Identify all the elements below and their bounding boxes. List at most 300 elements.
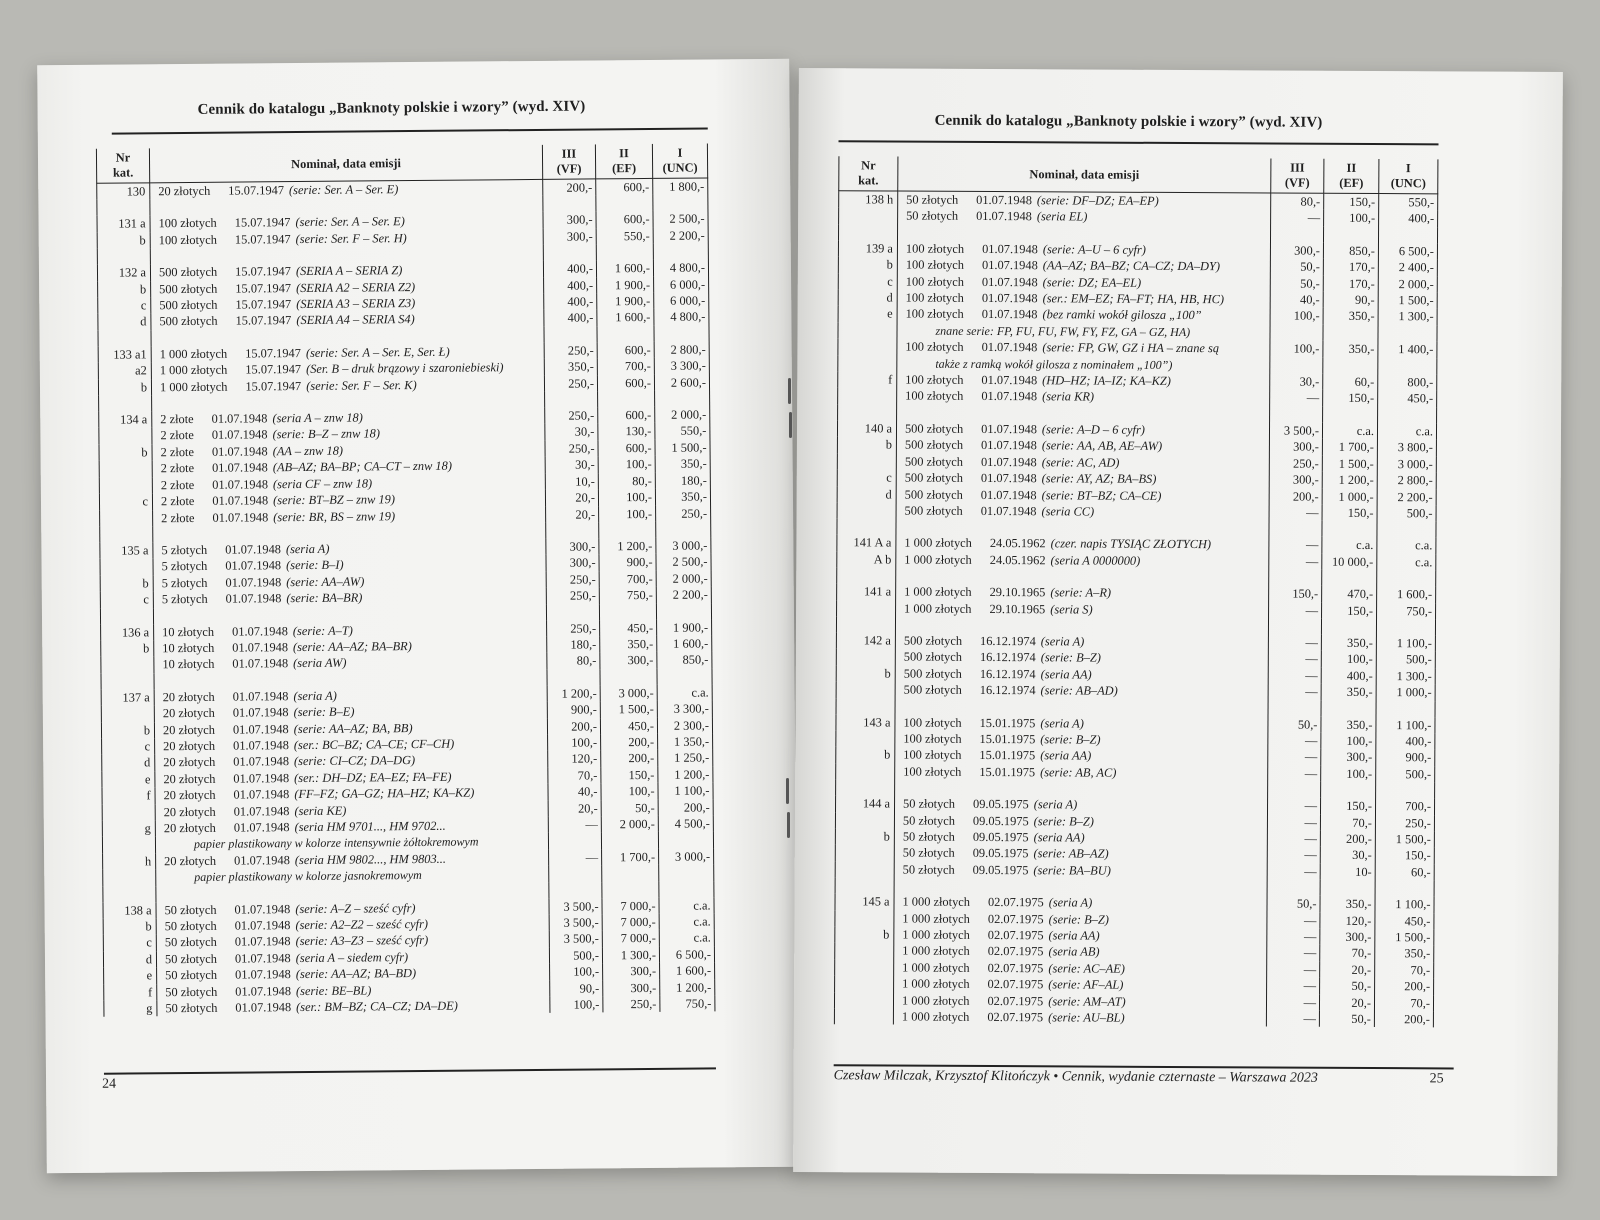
price-vf: 30,- <box>1270 374 1323 391</box>
price-unc: 1 900,- <box>657 619 712 636</box>
price-ef: 100,- <box>1324 210 1379 227</box>
spacer-cell <box>1321 782 1376 798</box>
nominal: 500 złotych <box>903 682 962 698</box>
spacer-cell <box>99 395 152 411</box>
price-ef: 1 200,- <box>599 538 656 555</box>
series: (serie: AB–AZ) <box>1033 846 1109 862</box>
series: (seria HM 9701..., HM 9702... <box>294 818 446 835</box>
nominal-cell <box>894 861 1267 879</box>
catalog-number <box>838 338 897 355</box>
series: (seria AA) <box>1040 748 1092 763</box>
catalog-number <box>100 510 153 527</box>
price-vf: 250,- <box>545 440 598 457</box>
price-unc: 1 000,- <box>1376 684 1435 701</box>
series: (serie: B–E) <box>293 704 355 720</box>
nominal: 500 złotych <box>903 649 963 665</box>
nominal: 5 złotych <box>161 575 208 590</box>
price-unc: c.a. <box>659 897 714 914</box>
price-ef: 90,- <box>1323 292 1378 309</box>
issue-date: 15.07.1947 <box>235 313 292 329</box>
catalog-number <box>835 943 894 960</box>
spacer-cell <box>1378 407 1437 423</box>
price-vf: 100,- <box>1270 341 1323 358</box>
price-unc: 1 100,- <box>1376 635 1435 652</box>
series: (seria A) <box>1048 895 1093 910</box>
catalog-number: b <box>836 747 895 764</box>
catalog-number: 136 a <box>101 624 154 641</box>
empty-cell <box>601 832 658 849</box>
price-vf: — <box>1267 912 1320 929</box>
price-unc: c.a. <box>1377 423 1436 440</box>
price-vf: — <box>1268 765 1321 782</box>
nominal: 100 złotych <box>905 372 964 387</box>
price-ef: 100,- <box>1321 766 1376 783</box>
issue-date: 01.07.1948 <box>981 389 1038 404</box>
spacer-cell <box>600 669 657 685</box>
price-vf: 80,- <box>547 653 600 670</box>
left-price-table <box>96 143 716 1017</box>
nominal: 1 000 złotych <box>902 927 970 942</box>
price-vf: 3 500,- <box>549 898 602 915</box>
catalog-number: b <box>101 722 154 739</box>
nominal-cell <box>895 763 1268 781</box>
price-vf: — <box>1267 814 1320 831</box>
nominal: 500 złotych <box>903 666 962 681</box>
price-vf: — <box>1268 749 1321 766</box>
series: (serie: AC–AE) <box>1048 961 1125 976</box>
nominal-cell <box>157 997 550 1017</box>
series: (serie: B–Z) <box>1048 911 1109 927</box>
price-ef: c.a. <box>1322 537 1377 554</box>
series: (seria AA) <box>1033 830 1085 845</box>
price-vf: — <box>1267 961 1320 978</box>
nominal: 2 złote <box>161 510 195 525</box>
issue-date: 09.05.1975 <box>972 862 1029 878</box>
spacer-cell <box>599 603 656 619</box>
issue-date: 01.07.1948 <box>225 591 282 606</box>
price-vf: — <box>1267 830 1320 847</box>
catalog-number: c <box>103 935 156 952</box>
catalog-number: g <box>102 820 155 837</box>
price-unc: 1 400,- <box>1378 341 1437 358</box>
price-vf: 3 500,- <box>549 914 602 931</box>
price-unc: c.a. <box>659 930 714 947</box>
price-unc: 3 000,- <box>656 537 711 554</box>
catalog-number: b <box>99 444 152 461</box>
nominal: 5 złotych <box>161 542 208 558</box>
spacer-cell <box>835 877 894 893</box>
price-vf: 400,- <box>544 277 597 294</box>
issue-date: 01.07.1948 <box>981 373 1038 388</box>
price-vf: 40,- <box>1270 292 1323 309</box>
nominal: 10 złotych <box>162 624 215 639</box>
price-unc: c.a. <box>659 913 714 930</box>
price-unc: 1 300,- <box>1378 308 1437 325</box>
price-ef: 100,- <box>601 783 658 800</box>
price-vf: 1 200,- <box>547 685 600 702</box>
price-ef: 450,- <box>600 717 657 734</box>
col-nr: Nr kat. <box>839 156 898 191</box>
price-unc: c.a. <box>657 684 712 701</box>
catalog-number <box>101 657 154 674</box>
price-vf: 200,- <box>547 718 600 735</box>
catalog-number <box>102 804 155 821</box>
price-vf: 150,- <box>1269 586 1322 603</box>
right-price-table <box>834 156 1439 1028</box>
catalog-number: 131 a <box>97 216 150 233</box>
binding-stitch <box>789 412 792 438</box>
series: (seria EL) <box>1036 209 1088 224</box>
price-unc: 400,- <box>1379 210 1438 227</box>
nominal: 500 złotych <box>158 264 218 280</box>
price-vf: — <box>1270 390 1323 407</box>
spacer-cell <box>545 391 598 407</box>
table-header-row <box>839 156 1438 194</box>
series: (serie: AA–AW) <box>286 574 365 589</box>
series: (serie: BT–BZ – znw 19) <box>273 492 396 508</box>
col-ef: II (EF) <box>595 144 652 179</box>
spacer-cell <box>97 200 150 216</box>
nominal: 100 złotych <box>903 747 962 763</box>
nominal-cell <box>895 632 1268 650</box>
right-page-header: Cennik do katalogu „Banknoty polskie i wzory” (wyd. XIV) <box>934 112 1323 131</box>
price-ef: 600,- <box>596 178 653 195</box>
price-vf: 20,- <box>545 490 598 507</box>
series: (ser.: BM–BZ; CA–CZ; DA–DE) <box>296 998 458 1015</box>
catalog-number: d <box>98 314 151 331</box>
catalog-number <box>837 502 896 519</box>
catalog-number: 143 a <box>836 714 895 731</box>
series: (seria A) <box>293 688 337 703</box>
empty-cell <box>1323 325 1378 342</box>
nominal-cell <box>893 992 1266 1010</box>
nominal: 50 złotych <box>164 918 217 934</box>
series: (seria A) <box>1040 715 1084 731</box>
table-header-row <box>96 143 707 183</box>
spacer-cell <box>656 521 711 537</box>
nominal-cell <box>894 845 1267 863</box>
price-ef: 150,- <box>1322 505 1377 522</box>
nominal: 20 złotych <box>162 689 215 704</box>
issue-date: 01.07.1948 <box>235 967 291 982</box>
spacer-cell <box>1268 782 1321 798</box>
series: (serie: BE–BL) <box>295 983 372 998</box>
spacer-cell <box>836 779 895 795</box>
price-ef: 850,- <box>1323 243 1378 260</box>
spacer-cell <box>597 326 654 342</box>
nominal: 5 złotych <box>161 559 208 574</box>
price-vf: — <box>1267 798 1320 815</box>
empty-cell <box>1323 357 1378 374</box>
table-row <box>837 600 1436 620</box>
price-vf: 300,- <box>543 212 596 229</box>
catalog-number <box>836 730 895 747</box>
right-table-body <box>834 191 1437 1028</box>
catalog-number: b <box>835 926 894 943</box>
nominal: 500 złotych <box>159 297 218 313</box>
spacer-cell <box>547 669 600 685</box>
price-ef: 300,- <box>603 980 660 997</box>
issue-date: 15.07.1947 <box>228 183 285 198</box>
series: (seria CF – znw 18) <box>272 476 373 491</box>
nominal-cell <box>894 927 1267 945</box>
table-row <box>838 388 1437 408</box>
series: (serie: AA–AZ; BA–BR) <box>292 638 412 655</box>
catalog-number: 139 a <box>838 240 897 257</box>
nominal: 50 złotych <box>906 208 959 224</box>
catalog-number: a2 <box>98 363 151 380</box>
nominal-cell <box>898 191 1271 210</box>
table-row <box>839 208 1438 228</box>
empty-cell <box>103 870 156 887</box>
price-vf: — <box>1268 684 1321 701</box>
price-vf: 3 500,- <box>1269 422 1322 439</box>
spacer-cell <box>1267 880 1320 896</box>
price-ef: 350,- <box>1321 716 1376 733</box>
nominal: 5 złotych <box>161 591 208 607</box>
empty-cell <box>1270 357 1323 374</box>
nominal: 500 złotych <box>904 503 963 518</box>
nominal-cell <box>897 306 1270 324</box>
price-vf: 300,- <box>1269 472 1322 489</box>
price-vf: 30,- <box>545 457 598 474</box>
series-note: papier plastikowany w kolorze intensywnie żółtokremowym <box>193 834 479 852</box>
spacer-cell <box>543 196 596 212</box>
nominal: 1 000 złotych <box>901 993 970 1008</box>
nominal: 50 złotych <box>165 1000 218 1016</box>
price-vf: — <box>1266 994 1319 1011</box>
price-vf: 3 500,- <box>549 931 602 948</box>
price-ef: 7 000,- <box>602 930 659 947</box>
price-ef: 350,- <box>600 636 657 653</box>
series: (serie: AB, AC) <box>1040 765 1117 780</box>
price-ef: 1 900,- <box>597 277 654 294</box>
price-vf: 400,- <box>544 293 597 310</box>
catalog-number: b <box>103 918 156 935</box>
nominal: 50 złotych <box>165 968 218 983</box>
series: (AA – znw 18) <box>272 443 344 459</box>
issue-date: 29.10.1965 <box>989 585 1046 600</box>
price-vf: 250,- <box>544 375 597 392</box>
nominal: 500 złotych <box>904 421 964 436</box>
col-nr: Nr kat. <box>96 148 149 183</box>
price-vf: 500,- <box>549 947 602 964</box>
price-vf: 300,- <box>546 555 599 572</box>
nominal: 50 złotych <box>164 935 217 950</box>
price-ef: 7 000,- <box>602 898 659 915</box>
series: (seria CC) <box>1041 504 1095 519</box>
issue-date: 01.07.1948 <box>233 820 290 835</box>
nominal-cell <box>895 730 1268 748</box>
price-unc: 850,- <box>657 652 712 669</box>
issue-date: 01.07.1948 <box>981 290 1038 306</box>
col-ef: II (EF) <box>1324 159 1379 194</box>
empty-cell <box>838 322 897 339</box>
nominal: 20 złotych <box>164 853 217 869</box>
series: (SERIA A2 – SERIA Z2) <box>295 279 416 295</box>
nominal-cell <box>895 649 1268 667</box>
nominal: 50 złotych <box>902 845 955 861</box>
right-page <box>793 68 1563 1176</box>
issue-date: 01.07.1948 <box>233 803 290 819</box>
nominal: 2 złote <box>160 477 195 492</box>
nominal: 20 złotych <box>158 183 211 199</box>
series: (serie: B–Z) <box>1040 650 1101 665</box>
price-ef: 750,- <box>599 587 656 604</box>
series: (seria S) <box>1050 601 1093 617</box>
spacer-cell <box>549 882 602 898</box>
empty-cell <box>1270 324 1323 341</box>
issue-date: 24.05.1962 <box>989 536 1046 551</box>
price-unc: 900,- <box>1376 749 1435 766</box>
issue-date: 01.07.1948 <box>980 487 1037 502</box>
binding-stitch <box>788 378 791 404</box>
table-row <box>835 861 1434 881</box>
nominal: 100 złotych <box>903 715 962 730</box>
price-unc: 500,- <box>1376 766 1435 783</box>
price-ef: 1 200,- <box>1322 472 1377 489</box>
nominal-cell <box>897 273 1270 291</box>
catalog-number: 144 a <box>836 795 895 812</box>
spacer-cell <box>1323 227 1378 243</box>
catalog-number: b <box>101 640 154 657</box>
catalog-number: b <box>836 665 895 682</box>
nominal-cell <box>896 535 1269 553</box>
price-ef: 170,- <box>1323 259 1378 276</box>
spacer-cell <box>656 603 711 619</box>
nominal-cell <box>895 714 1268 732</box>
issue-date: 01.07.1948 <box>234 852 290 868</box>
nominal: 1 000 złotych <box>902 976 970 992</box>
catalog-number <box>839 208 898 225</box>
price-ef: 1 900,- <box>597 293 654 310</box>
price-unc: 4 800,- <box>654 309 709 326</box>
catalog-number: 140 a <box>837 420 896 437</box>
issue-date: 02.07.1975 <box>987 977 1044 992</box>
price-ef: 1 700,- <box>602 849 659 866</box>
series: (serie: A–D – 6 cyfr) <box>1041 422 1145 437</box>
issue-date: 01.07.1948 <box>234 934 291 950</box>
price-unc: 1 600,- <box>1377 586 1436 603</box>
series: (ser.: EM–EZ; FA–FT; HA, HB, HC) <box>1042 291 1225 307</box>
nominal: 1 000 złotych <box>904 601 972 616</box>
series: (serie: DF–DZ; EA–EP) <box>1036 193 1159 208</box>
col-vf: III (VF) <box>542 144 595 179</box>
nominal: 50 złotych <box>165 984 218 999</box>
price-ef: 470,- <box>1322 586 1377 603</box>
price-unc: 550,- <box>655 423 710 440</box>
issue-date: 01.07.1948 <box>232 623 288 639</box>
price-vf: — <box>1269 602 1322 619</box>
price-ef: 170,- <box>1323 275 1378 292</box>
price-ef: 450,- <box>600 619 657 636</box>
price-ef: 200,- <box>601 734 658 751</box>
price-unc: 1 300,- <box>1376 668 1435 685</box>
spacer-cell <box>546 604 599 620</box>
price-ef: 150,- <box>1322 602 1377 619</box>
spacer-cell <box>599 522 656 538</box>
series: (serie: AA–AZ; BA–BD) <box>295 966 417 982</box>
price-vf: 300,- <box>543 228 596 245</box>
price-ef: 1 000,- <box>1322 488 1377 505</box>
price-ef: 600,- <box>597 375 654 392</box>
nominal: 500 złotych <box>903 633 963 648</box>
nominal-cell <box>897 257 1270 275</box>
spacer-cell <box>598 391 655 407</box>
price-ef: 10 000,- <box>1322 553 1377 570</box>
catalog-number: f <box>102 787 155 804</box>
price-unc: 6 000,- <box>654 292 709 309</box>
price-unc: 2 400,- <box>1378 259 1437 276</box>
price-ef: 50,- <box>1320 978 1375 995</box>
nominal: 1 000 złotych <box>904 552 972 567</box>
issue-date: 01.07.1948 <box>981 307 1038 322</box>
price-unc: 800,- <box>1378 374 1437 391</box>
price-ef: 1 600,- <box>597 309 654 326</box>
price-ef: 100,- <box>598 489 655 506</box>
nominal: 2 złote <box>160 461 195 476</box>
spacer-cell <box>896 568 1269 586</box>
nominal: 20 złotych <box>163 804 216 819</box>
price-vf: 250,- <box>547 620 600 637</box>
series: (serie: A–U – 6 cyfr) <box>1042 242 1146 257</box>
price-unc: 1 200,- <box>660 979 715 996</box>
price-vf: 250,- <box>546 571 599 588</box>
nominal: 100 złotych <box>905 339 964 355</box>
catalog-number: e <box>104 968 157 985</box>
issue-date: 01.07.1948 <box>211 444 268 459</box>
price-ef: 100,- <box>1321 651 1376 668</box>
nominal: 500 złotych <box>904 454 964 469</box>
catalog-number: b <box>98 379 151 396</box>
series: (Ser. B – druk brązowy i szaroniebieski) <box>305 360 504 377</box>
spacer-cell <box>838 224 897 240</box>
catalog-number <box>838 388 897 405</box>
price-vf: 120,- <box>548 751 601 768</box>
price-vf: 70,- <box>548 767 601 784</box>
nominal: 1 000 złotych <box>902 943 970 959</box>
price-vf: 300,- <box>546 538 599 555</box>
price-ef: 2 000,- <box>601 816 658 833</box>
catalog-number: 130 <box>97 183 150 200</box>
series: (serie: BR, BS – znw 19) <box>273 508 396 524</box>
price-vf: — <box>549 849 602 866</box>
series: (serie: DZ; EA–EL) <box>1042 274 1142 290</box>
issue-date: 01.07.1948 <box>981 274 1038 289</box>
price-unc: 3 300,- <box>657 701 712 718</box>
price-vf: 200,- <box>1269 488 1322 505</box>
nominal: 2 złote <box>160 412 194 427</box>
price-ef: 100,- <box>599 505 656 522</box>
price-vf: 50,- <box>1270 259 1323 276</box>
price-ef: 350,- <box>1321 684 1376 701</box>
nominal: 100 złotych <box>905 389 964 404</box>
catalog-number: c <box>99 493 152 510</box>
issue-date: 16.12.1974 <box>979 683 1036 698</box>
price-unc: 180,- <box>655 472 710 489</box>
price-vf: — <box>1267 945 1320 962</box>
series-note: znane serie: FP, FU, FU, FW, FY, FZ, GA – GZ, HA) <box>935 323 1191 339</box>
series: (serie: A–T) <box>292 623 353 638</box>
catalog-number <box>837 600 896 617</box>
series: (serie: A–R) <box>1050 585 1112 600</box>
series: (seria A) <box>1033 797 1078 812</box>
series: (serie: AC, AD) <box>1041 454 1120 470</box>
nominal: 1 000 złotych <box>901 1009 970 1024</box>
issue-date: 01.07.1948 <box>232 640 289 655</box>
nominal: 50 złotych <box>164 951 218 967</box>
price-unc: 1 200,- <box>658 766 713 783</box>
